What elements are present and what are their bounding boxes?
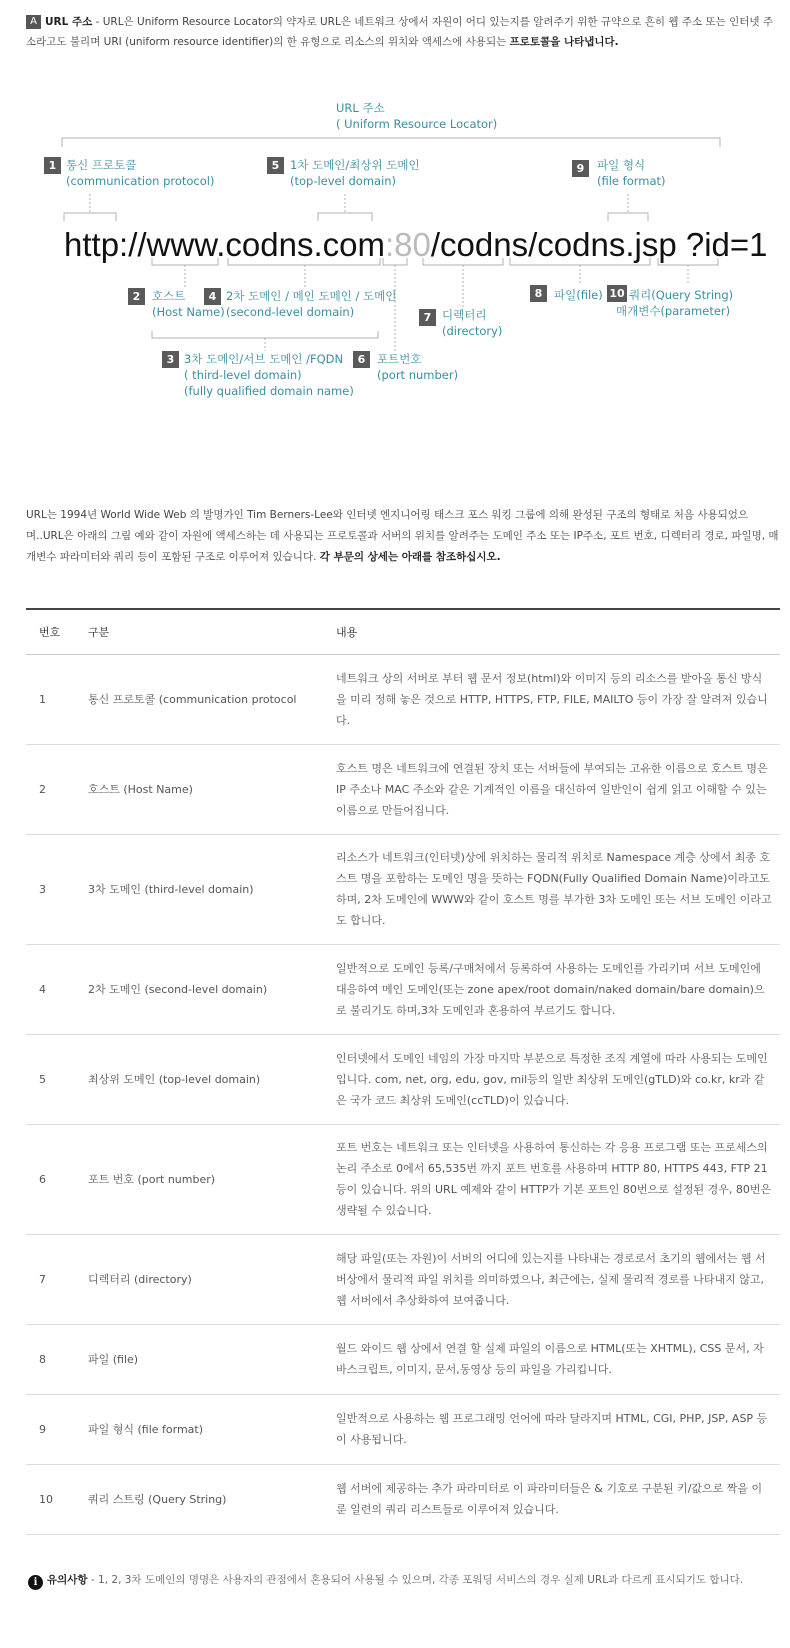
row-number: 3 <box>26 834 84 944</box>
diagram-title: URL 주소 ( Uniform Resource Locator) <box>336 101 498 131</box>
row-number: 1 <box>26 654 84 744</box>
label-num-5: 5 <box>267 157 284 174</box>
url-diagram <box>0 95 790 435</box>
summary-bold-end: 각 부문의 상세는 아래를 참조하십시오. <box>319 551 501 563</box>
url-colon: : <box>384 226 395 263</box>
intro-title: URL 주소 <box>45 16 93 28</box>
row-description: 웹 서버에 제공하는 추가 파라미터로 이 파라미터들은 & 기호로 구분된 키/값으로 짝을 이룬 일련의 쿼리 리스트들로 이루어져 있습니다. <box>322 1464 780 1534</box>
row-number: 2 <box>26 744 84 834</box>
label-num-4: 4 <box>204 288 221 305</box>
label-num-6: 6 <box>353 351 370 368</box>
url-domain: codns.com <box>225 226 385 263</box>
label-num-10: 10 <box>607 285 627 302</box>
label-file: 파일(file) <box>554 288 603 302</box>
row-description: 일반적으로 도메인 등록/구매처에서 등록하여 사용하는 도메인를 가리키며 서브 도메인에 대응하여 메인 도메인(또는 zone apex/root domain/naked domain/bare domain)으로 불리기도 하며,3차 도메인과 혼용하여 부르기도 합니다. <box>322 944 780 1034</box>
caution-note <box>28 1570 743 1590</box>
url-port: 80 <box>394 226 431 263</box>
example-url <box>64 225 768 265</box>
note-title: 유의사항 <box>47 1574 88 1586</box>
label-num-7: 7 <box>419 309 436 326</box>
label-port: 포트번호 (port number) <box>377 352 459 382</box>
label-num-3: 3 <box>162 351 179 368</box>
bracket-tld <box>318 213 372 221</box>
row-category: 3차 도메인 (third-level domain) <box>84 834 322 944</box>
row-description: 호스트 명은 네트워크에 연결된 장치 또는 서버들에 부여되는 고유한 이름으로 호스트 명은 IP 주소나 MAC 주소와 같은 기계적인 이름을 대신하여 일반인이 쉽게 읽고 이해할 수 있는 이름으로 만들어집니다. <box>322 744 780 834</box>
label-tld: 1차 도메인/최상위 도메인 (top-level domain) <box>290 158 420 188</box>
row-description: 해당 파일(또는 자원)이 서버의 어디에 있는지를 나타내는 경로로서 초기의 웹에서는 웹 서버상에서 물리적 파일 위치를 의미하였으나, 최근에는, 실제 물리적 경로를 나타내지 않고, 웹 서버에서 추상화하여 보여줍니다. <box>322 1234 780 1324</box>
header-number: 번호 <box>26 609 84 654</box>
table-row <box>26 1234 780 1324</box>
summary-paragraph <box>26 505 782 568</box>
table-row <box>26 1124 780 1234</box>
row-description: 일반적으로 사용하는 웹 프로그래밍 언어에 따라 달라지며 HTML, CGI, PHP, JSP, ASP 등이 사용됩니다. <box>322 1394 780 1464</box>
bracket-whole-url <box>62 138 720 147</box>
label-num-8: 8 <box>530 285 547 302</box>
row-category: 포트 번호 (port number) <box>84 1124 322 1234</box>
label-protocol: 통신 프로토콜 (communication protocol) <box>66 158 215 188</box>
url-path: /codns/codns.jsp <box>430 226 677 263</box>
info-icon: i <box>28 1575 43 1590</box>
row-category: 디렉터리 (directory) <box>84 1234 322 1324</box>
bracket-protocol <box>64 213 116 221</box>
label-host: 호스트 (Host Name) <box>152 289 225 319</box>
table-row <box>26 654 780 744</box>
row-description: 인터넷에서 도메인 네임의 가장 마지막 부분으로 특정한 조직 계열에 따라 사용되는 도메인입니다. com, net, org, edu, gov, mil등의 일반 최상위 도메인(gTLD)와 co.kr, kr과 같은 국가 코드 최상위 도메인(ccTLD)이 있습니다. <box>322 1034 780 1124</box>
label-query: 쿼리(Query String) <box>629 288 734 302</box>
label-num-2: 2 <box>128 288 145 305</box>
intro-paragraph <box>26 12 778 52</box>
table-row <box>26 1464 780 1534</box>
intro-text: - URL은 Uniform Resource Locator의 약자로 URL은 네트워크 상에서 자원이 어디 있는지를 알려주기 위한 규약으로 흔히 웹 주소 또는 인터넷 주소라고도 불리며 URI (uniform resource identifier)의 한 유형으로 리소스의 위치와 액세스에 사용되는 <box>26 16 773 48</box>
row-number: 4 <box>26 944 84 1034</box>
label-query-param: 매개변수(parameter) <box>616 304 731 318</box>
row-category: 파일 형식 (file format) <box>84 1394 322 1464</box>
label-directory: 디렉터리 (directory) <box>442 308 503 338</box>
header-category: 구분 <box>84 609 322 654</box>
label-second-level: 2차 도메인 / 메인 도메인 / 도메인 (second-level domain) <box>226 289 397 319</box>
url-query: ?id=1 <box>685 226 768 263</box>
table-row <box>26 834 780 944</box>
row-category: 호스트 (Host Name) <box>84 744 322 834</box>
row-category: 통신 프로토콜 (communication protocol <box>84 654 322 744</box>
row-number: 9 <box>26 1394 84 1464</box>
row-description: 네트워크 상의 서버로 부터 웹 문서 정보(html)와 이미지 등의 리소스를 받아올 통신 방식을 미리 정해 놓은 것으로 HTTP, HTTPS, FTP, FILE, MAILTO 등이 가장 잘 알려져 있습니다. <box>322 654 780 744</box>
row-number: 6 <box>26 1124 84 1234</box>
row-category: 2차 도메인 (second-level domain) <box>84 944 322 1034</box>
section-badge: A <box>26 15 41 29</box>
header-content: 내용 <box>322 609 780 654</box>
summary-text: URL는 1994년 World Wide Web 의 발명가인 Tim Berners-Lee와 인터넷 엔지니어링 태스크 포스 워킹 그룹에 의해 완성된 구조의 형태로 처음 사용되었으며..URL은 아래의 그림 예와 같이 자원에 액세스하는 데 사용되는 프로토콜과 서버의 위치를 알려주는 도메인 주소 또는 IP주소, 포트 번호, 디렉터리 경로, 파일명, 매개변수 파라미터와 쿼리 등이 포함된 구조로 이루어져 있습니다. <box>26 509 779 563</box>
url-scheme: http://www. <box>64 226 226 263</box>
note-text: - 1, 2, 3차 도메인의 명명은 사용자의 관점에서 혼용되어 사용될 수 있으며, 각종 포워딩 서비스의 경우 실제 URL과 다르게 표시되기도 합니다. <box>87 1574 744 1586</box>
table-row <box>26 744 780 834</box>
label-num-9: 9 <box>572 160 589 177</box>
url-parts-table <box>26 608 780 1535</box>
label-num-1: 1 <box>44 157 61 174</box>
intro-bold-end: 프로토콜을 나타냅니다. <box>509 36 619 48</box>
bracket-file-format <box>608 213 648 221</box>
table-row <box>26 1034 780 1124</box>
bracket-lines <box>0 95 790 435</box>
label-file-format: 파일 형식 (file format) <box>597 158 666 188</box>
row-number: 5 <box>26 1034 84 1124</box>
row-number: 7 <box>26 1234 84 1324</box>
table-row <box>26 1394 780 1464</box>
row-description: 포트 번호는 네트워크 또는 인터넷을 사용하여 통신하는 각 응용 프로그램 또는 프로세스의 논리 주소로 0에서 65,535번 까지 포트 번호를 사용하며 HTTP 80, HTTPS 443, FTP 21 등이 있습니다. 위의 URL 예제와 같이 HTTP가 기본 포트인 80번으로 설정된 경우, 80번은 생략될 수 있습니다. <box>322 1124 780 1234</box>
row-category: 파일 (file) <box>84 1324 322 1394</box>
row-number: 10 <box>26 1464 84 1534</box>
table-row <box>26 1324 780 1394</box>
label-third-level: 3차 도메인/서브 도메인 /FQDN ( third-level domain) (fully qualified domain name) <box>184 352 354 398</box>
row-category: 최상위 도메인 (top-level domain) <box>84 1034 322 1124</box>
row-category: 쿼리 스트링 (Query String) <box>84 1464 322 1534</box>
row-description: 리소스가 네트워크(인터넷)상에 위치하는 물리적 위치로 Namespace 계층 상에서 최종 호스트 명을 포함하는 도메인 명을 뜻하는 FQDN(Fully Qualified Domain Name)이라고도 하며, 2차 도메인에 WWW와 같이 호스트 명를 부가한 3차 도메인 또는 서브 도메인 이라고도 합니다. <box>322 834 780 944</box>
table-header-row <box>26 609 780 654</box>
row-number: 8 <box>26 1324 84 1394</box>
table-row <box>26 944 780 1034</box>
row-description: 월드 와이드 웹 상에서 연결 할 실제 파일의 이름으로 HTML(또는 XHTML), CSS 문서, 자바스크립트, 이미지, 문서,동영상 등의 파일을 가리킵니다. <box>322 1324 780 1394</box>
bracket-third-level <box>152 331 378 338</box>
